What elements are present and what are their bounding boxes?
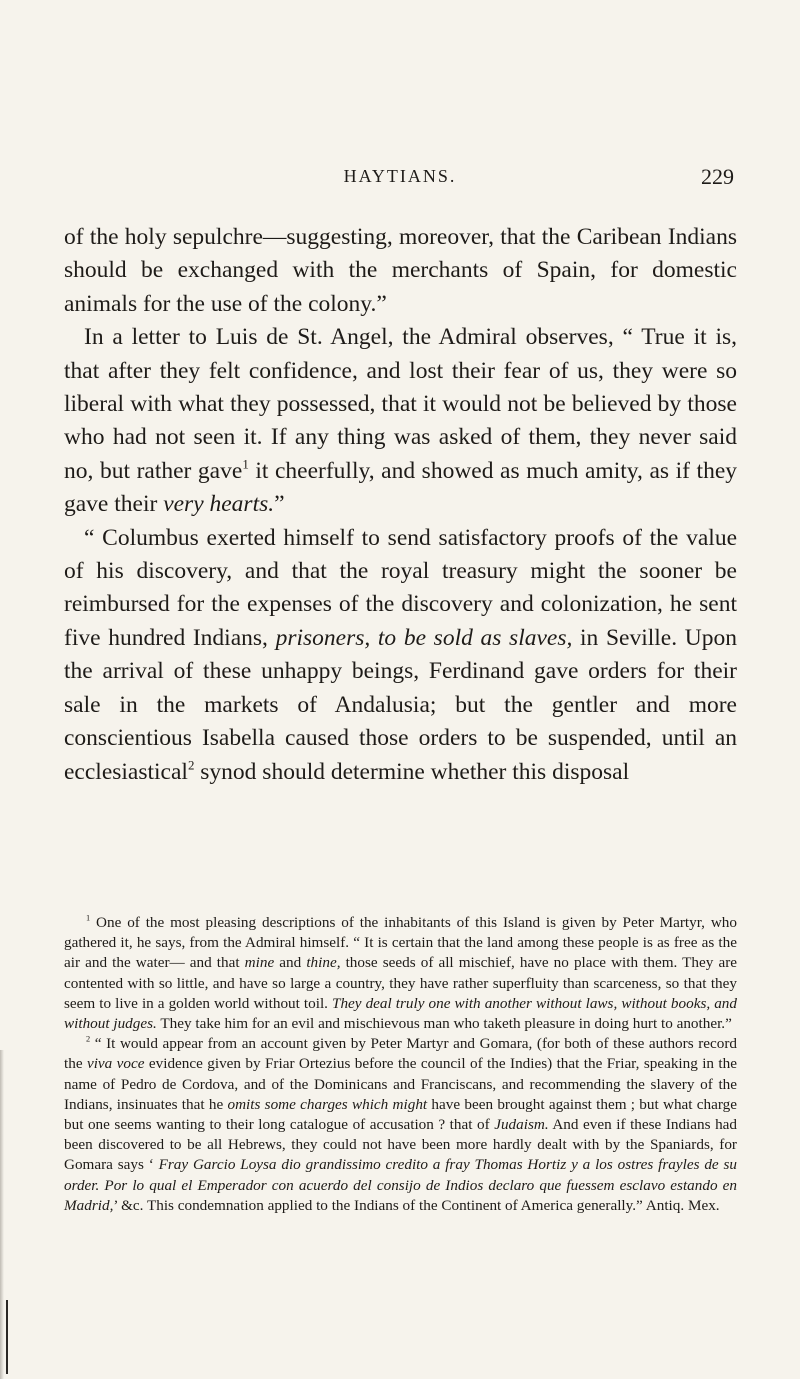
footnote-1-italic-2: thine,	[306, 954, 341, 972]
footnote-2-text-c: have been brought against them ; but what charge but one seems wanting to their long catalogue of accusation ? that of	[64, 1095, 737, 1134]
paragraph-3-italic: prisoners, to be sold as slaves,	[275, 624, 573, 651]
footnote-2-italic-2: omits some charges which might	[227, 1095, 428, 1113]
footnote-2-italic-3: Judaism.	[494, 1116, 549, 1134]
footnote-2-italic-4: Fray Garcio Loysa dio grandissimo credito a fray Thomas Hortiz y a los ostres frayles de su order. Por lo qual el Emperador con acuerdo del consijo de Indios declaro que fuessem esclavo estando en Madrid,	[64, 1156, 737, 1214]
footnotes	[64, 913, 737, 1216]
footnote-2-text-e: ’ &c. This condemnation applied to the Indians of the Continent of America generally.” Antiq. Mex.	[113, 1196, 720, 1214]
footnote-2	[64, 1034, 737, 1216]
footnote-1-text-d: They take him for an evil and mischievous man who taketh pleasure in doing hurt to another.”	[156, 1015, 732, 1033]
paragraph-3-text-b: in Seville. Upon the arrival of these unhappy beings, Ferdinand gave orders for their sale in the markets of Andalusia; but the gentler and more conscientious Isabella caused those orders to be suspended, until an ecclesiastical	[64, 624, 737, 785]
running-title: HAYTIANS.	[343, 166, 457, 186]
paragraph-3-text-a: “ Columbus exerted himself to send satisfactory proofs of the value of his discovery, and that the royal treasury might the sooner be reimbursed for the expenses of the discovery and colonization, he sent five hundred Indians,	[64, 524, 737, 651]
footnote-2-text-d: And even if these Indians had been discovered to be all Hebrews, they could not have been more hardly dealt with by the Spaniards, for Gomara says ‘	[64, 1116, 737, 1174]
footnote-ref-2[interactable]: 2	[187, 756, 195, 772]
footnote-2-italic-1: viva voce	[86, 1055, 145, 1073]
paragraph-2	[64, 321, 737, 521]
body-text	[64, 221, 737, 789]
running-head	[64, 164, 736, 194]
paragraph-2-text-b: it cheerfully, and showed as much amity, as if they gave their	[64, 457, 737, 518]
page-number: 229	[701, 164, 734, 189]
footnote-2-text-a: “ It would appear from an account given by Peter Martyr and Gomara, (for both of these authors record the	[64, 1035, 737, 1073]
paragraph-2-text-c: ”	[274, 491, 285, 518]
paragraph-3	[64, 522, 737, 789]
footnote-1-italic-1: mine	[244, 954, 275, 972]
paragraph-3-text-c: synod should determine whether this disposal	[194, 758, 630, 785]
page-edge-shadow	[0, 1050, 4, 1379]
footnote-1-text-b: and	[274, 954, 307, 972]
paragraph-2-text-a: In a letter to Luis de St. Angel, the Admiral observes, “ True it is, that after they felt confidence, and lost their fear of us, they were so liberal with what they possessed, that it would not be believed by those who had not seen it. If any thing was asked of them, they never said no, but rather gave	[64, 324, 737, 484]
footnote-1-italic-3: They deal truly one with another without laws, without books, and without judges.	[64, 994, 737, 1033]
footnote-2-marker: 2	[86, 1034, 91, 1044]
paragraph-1	[64, 221, 737, 321]
footnote-1	[64, 913, 737, 1034]
footnote-1-text-c: those seeds of all mischief, have no place with them. They are contented with so little, and have so large a country, they have rather superfluity than scarceness, so that they seem to live in a golden world without toil.	[64, 954, 737, 1012]
footnote-ref-1[interactable]: 1	[242, 456, 249, 472]
footnote-1-text-a: One of the most pleasing descriptions of the inhabitants of this Island is given by Peter Martyr, who gathered it, he says, from the Admiral himself. “ It is certain that the land among these people is as free as the air and the water— and that	[64, 914, 737, 972]
footnote-2-text-b: evidence given by Friar Ortezius before the council of the Indies) that the Friar, speaking in the name of Pedro de Cordova, and of the Dominicans and Franciscans, and recommending the slavery of the Indians, insinuates that he	[64, 1055, 737, 1113]
paragraph-2-italic: very hearts.	[163, 491, 275, 518]
margin-mark	[6, 1300, 8, 1374]
footnote-1-marker: 1	[86, 913, 91, 923]
paragraph-1-text: of the holy sepulchre—suggesting, moreover, that the Caribean Indians should be exchanged with the merchants of Spain, for domestic animals for the use of the colony.”	[64, 224, 737, 317]
